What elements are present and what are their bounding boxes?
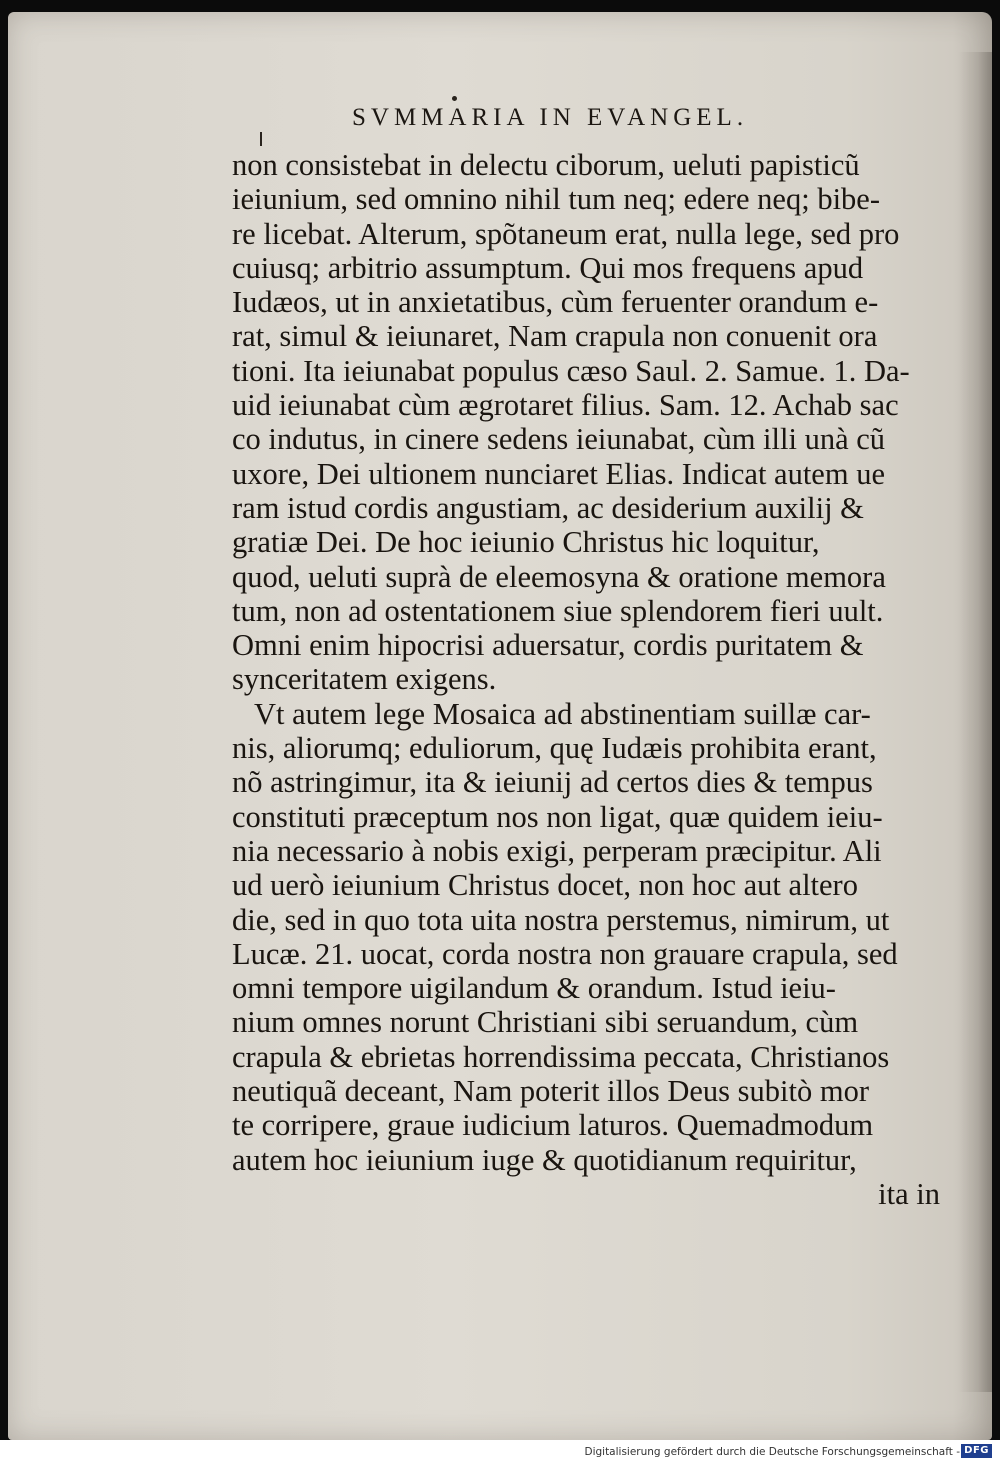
text-line: Iudæos, ut in anxietatibus, cùm feruenter orandum e- [232,285,879,320]
catchword: ita in [878,1176,940,1211]
text-line: neutiquã deceant, Nam poterit illos Deus subitò mor [232,1074,869,1109]
text-line: omni tempore uigilandum & orandum. Istud ieiu- [232,971,836,1006]
text-line: autem hoc ieiunium iuge & quotidianum requiritur, [232,1142,857,1177]
text-line: re licebat. Alterum, spõtaneum erat, nulla lege, sed pro [232,216,900,251]
text-line: cuiusq; arbitrio assumptum. Qui mos frequens apud [232,250,864,285]
text-line: nium omnes norunt Christiani sibi seruandum, cùm [232,1005,859,1040]
text-line: crapula & ebrietas horrendissima peccata, Christianos [232,1039,890,1074]
paragraph-start-line: Vt autem lege Mosaica ad abstinentiam suillæ car- [254,696,871,731]
text-line: uid ieiunabat cùm ægrotaret filius. Sam. 12. Achab sac [232,388,899,423]
text-line: constituti præceptum nos non ligat, quæ quidem ieiu- [232,799,883,834]
text-line: nis, aliorumq; eduliorum, quę Iudæis prohibita erant, [232,731,877,766]
running-head: SVMMARIA IN EVANGEL. [352,104,749,131]
text-line: ram istud cordis angustiam, ac desiderium auxilij & [232,490,864,525]
page-edge-shadow [958,52,992,1392]
text-line: Lucæ. 21. uocat, corda nostra non grauare crapula, sed [232,936,898,971]
funding-credit: Digitalisierung gefördert durch die Deutsche Forschungsgemeinschaft - [584,1446,960,1458]
text-line: non consistebat in delectu ciborum, ueluti papisticũ [232,148,860,182]
text-line: ieiunium, sed omnino nihil tum neq; edere neq; bibe- [232,182,880,217]
text-line: die, sed in quo tota uita nostra perstemus, nimirum, ut [232,902,890,937]
text-line: gratiæ Dei. De hoc ieiunio Christus hic loquitur, [232,525,820,560]
body-text [232,148,944,1211]
page-dot [452,96,457,101]
text-line: quod, ueluti suprà de eleemosyna & oratione memora [232,559,886,594]
text-line: Omni enim hipocrisi aduersatur, cordis puritatem & [232,628,864,663]
text-line: te corripere, graue iudicium laturos. Quemadmodum [232,1108,874,1143]
text-line: uxore, Dei ultionem nunciaret Elias. Indicat autem ue [232,456,885,491]
text-line: co indutus, in cinere sedens ieiunabat, cùm illi unà cũ [232,422,886,457]
text-line: ud uerò ieiunium Christus docet, non hoc aut altero [232,868,858,903]
text-line: synceritatem exigens. [232,662,497,697]
dfg-logo: DFG [961,1444,992,1458]
text-line: rat, simul & ieiunaret, Nam crapula non conuenit ora [232,319,878,354]
page-mark [260,132,262,146]
text-line: tum, non ad ostentationem siue splendorem fieri uult. [232,593,884,628]
text-line: nia necessario à nobis exigi, perperam præcipitur. Ali [232,833,882,868]
text-line: nõ astringimur, ita & ieiunij ad certos dies & tempus [232,765,873,800]
text-line: tioni. Ita ieiunabat populus cæso Saul. 2. Samue. 1. Da- [232,353,910,388]
